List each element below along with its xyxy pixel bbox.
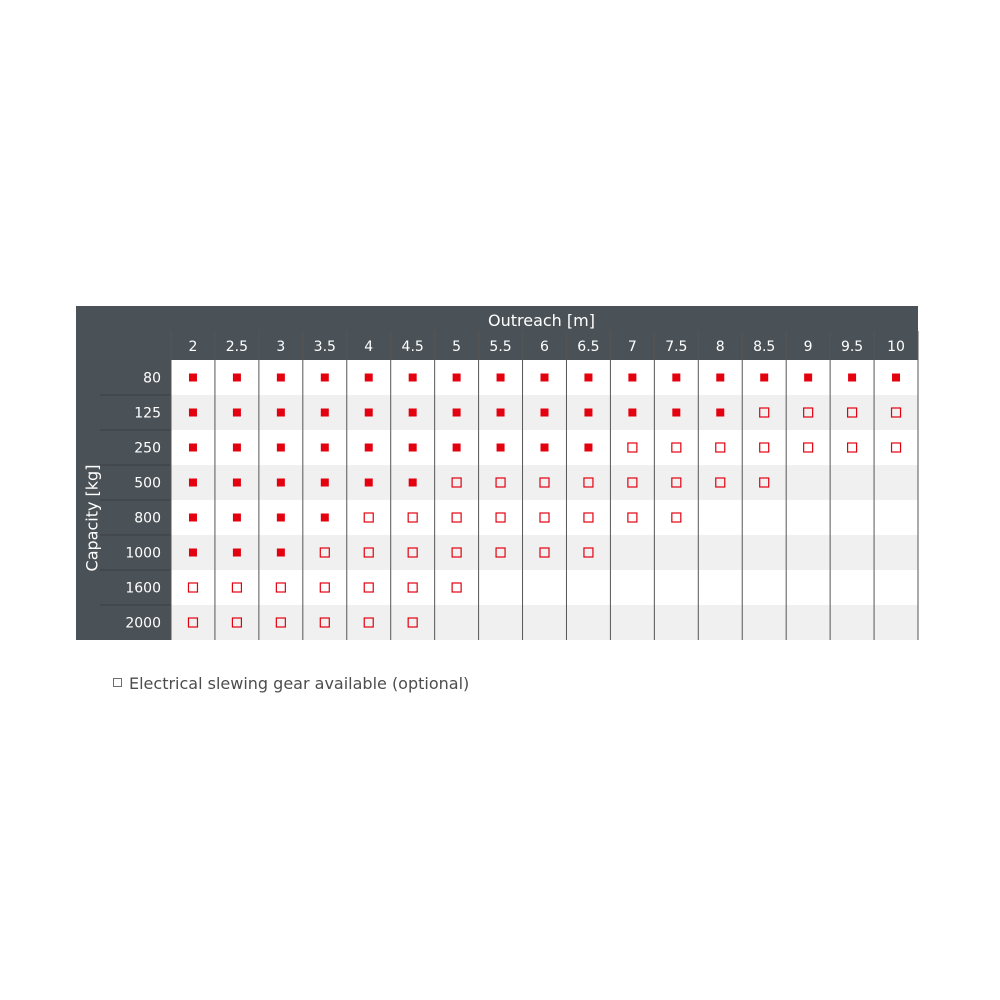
standard-square-icon [365,444,373,452]
outreach-label: 5 [452,339,462,355]
outreach-label: 2 [188,339,198,355]
standard-square-icon [760,374,768,382]
outreach-label: 3.5 [313,339,336,355]
legend [113,674,469,693]
standard-square-icon [804,374,812,382]
standard-square-icon [584,409,592,417]
capacity-label: 125 [134,405,161,422]
standard-square-icon [892,374,900,382]
standard-square-icon [541,374,549,382]
standard-square-icon [672,374,680,382]
standard-square-icon [233,444,241,452]
outreach-label: 6 [540,339,549,355]
table-row-background [171,605,918,640]
capacity-label: 1600 [125,580,161,597]
legend-text: Electrical slewing gear available (optional) [129,674,470,693]
standard-square-icon [189,514,197,522]
outreach-label: 6.5 [577,339,600,355]
standard-square-icon [497,444,505,452]
row-backgrounds [171,360,918,640]
standard-square-icon [321,514,329,522]
outreach-label: 9 [803,339,813,355]
outreach-label: 10 [887,339,905,355]
standard-square-icon [453,409,461,417]
standard-square-icon [277,514,285,522]
standard-square-icon [321,444,329,452]
standard-square-icon [277,549,285,557]
standard-square-icon [409,374,417,382]
optional-square-icon [113,678,122,687]
outreach-label: 7 [627,339,637,355]
standard-square-icon [497,409,505,417]
standard-square-icon [584,374,592,382]
standard-square-icon [277,444,285,452]
outreach-label: 2.5 [225,339,249,355]
capacity-label: 500 [134,475,161,492]
outreach-label: 8.5 [753,339,776,355]
outreach-label: 9.5 [840,339,864,355]
standard-square-icon [716,374,724,382]
outreach-label: 7.5 [665,339,688,355]
capacity-label: 2000 [125,615,161,632]
capacity-label: 800 [134,510,161,527]
outreach-label: 4 [364,339,374,355]
standard-square-icon [321,374,329,382]
standard-square-icon [233,479,241,487]
standard-square-icon [233,549,241,557]
capacity-label: 1000 [125,545,161,562]
standard-square-icon [365,374,373,382]
standard-square-icon [541,444,549,452]
standard-square-icon [321,409,329,417]
standard-square-icon [541,409,549,417]
standard-square-icon [365,479,373,487]
standard-square-icon [321,479,329,487]
standard-square-icon [233,514,241,522]
standard-square-icon [365,409,373,417]
standard-square-icon [584,444,592,452]
standard-square-icon [277,409,285,417]
standard-square-icon [189,444,197,452]
standard-square-icon [189,374,197,382]
outreach-label: 4.5 [401,339,424,355]
capacity-label: 80 [143,370,161,387]
standard-square-icon [233,409,241,417]
standard-square-icon [189,409,197,417]
outreach-axis-title: Outreach [m] [488,311,595,330]
standard-square-icon [189,479,197,487]
standard-square-icon [497,374,505,382]
standard-square-icon [716,409,724,417]
standard-square-icon [277,479,285,487]
capacity-label: 250 [134,440,161,457]
standard-square-icon [628,409,636,417]
capacity-axis-title: Capacity [kg] [82,464,102,572]
standard-square-icon [189,549,197,557]
standard-square-icon [848,374,856,382]
outreach-label: 3 [276,339,286,355]
standard-square-icon [409,479,417,487]
standard-square-icon [672,409,680,417]
standard-square-icon [277,374,285,382]
standard-square-icon [453,444,461,452]
outreach-label: 8 [715,339,725,355]
standard-square-icon [233,374,241,382]
standard-square-icon [628,374,636,382]
standard-square-icon [409,444,417,452]
standard-square-icon [409,409,417,417]
table-row-background [171,570,918,605]
standard-square-icon [453,374,461,382]
outreach-label: 5.5 [489,339,512,355]
